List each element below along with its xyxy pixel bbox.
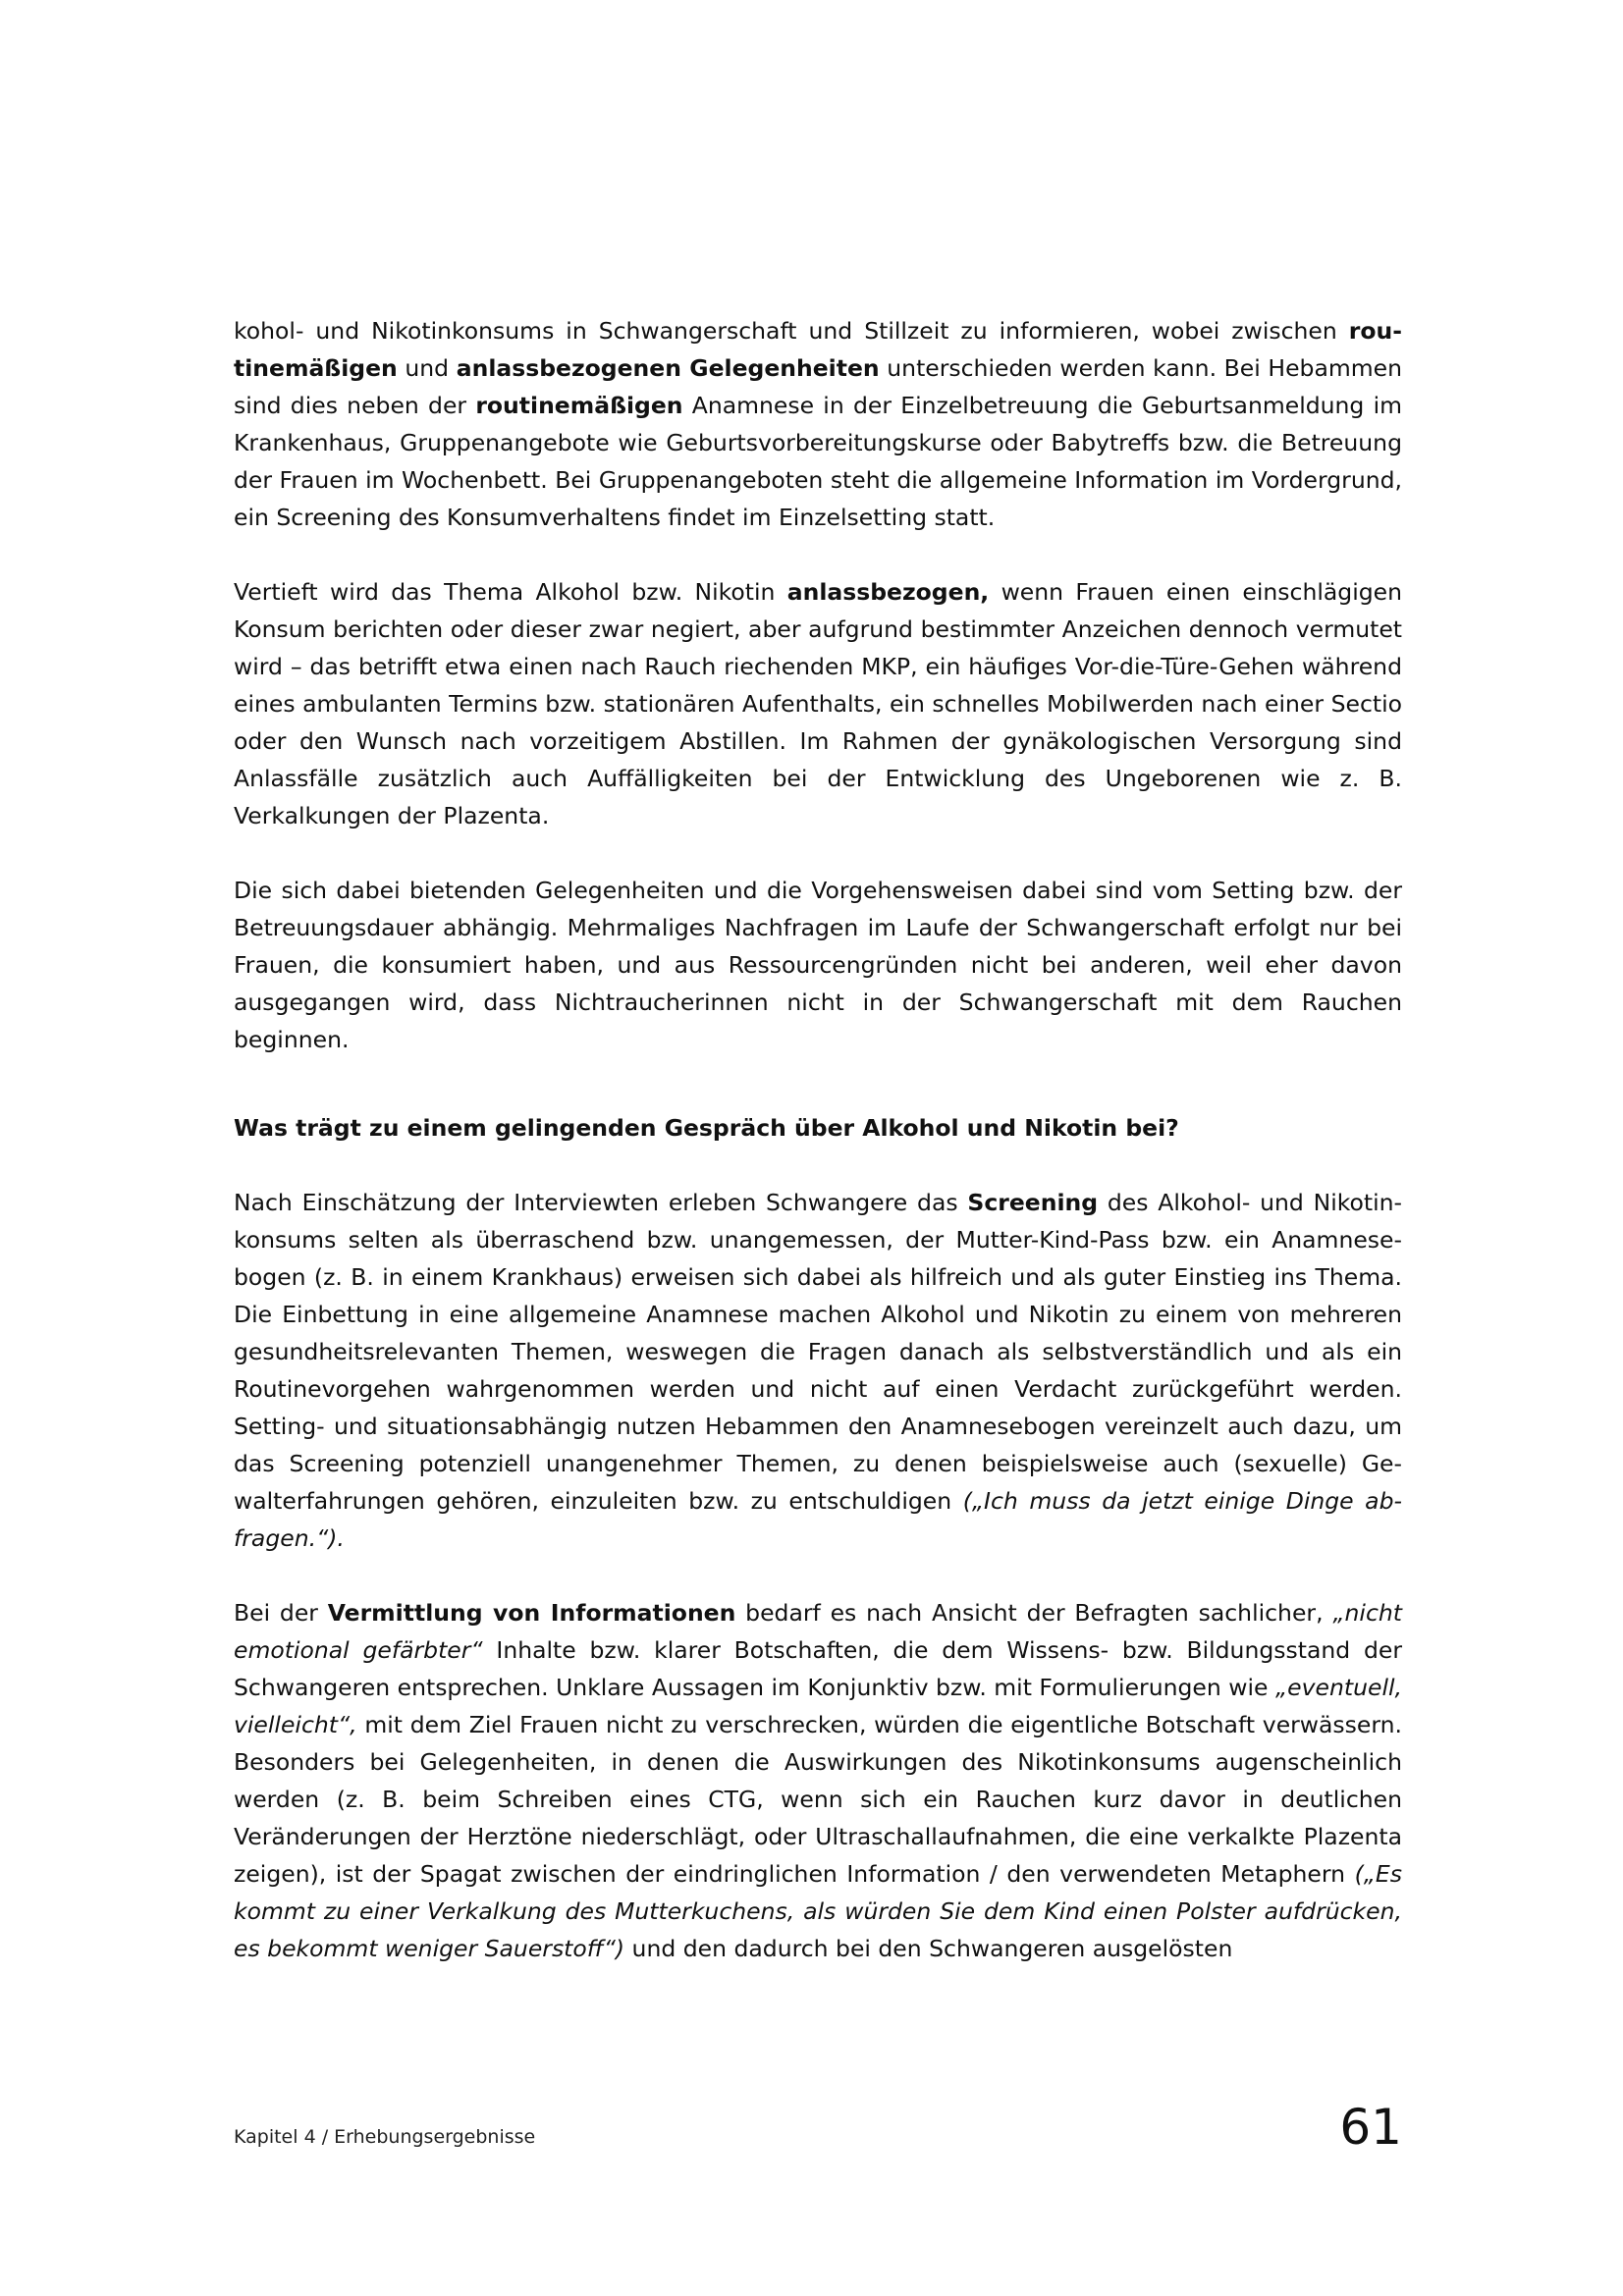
body-paragraph bbox=[234, 1184, 1402, 1557]
bold-term: Screening bbox=[967, 1189, 1099, 1216]
italic-quote: „nicht emotional gefärbter“ bbox=[234, 1599, 1402, 1664]
bold-term: Vermittlung von Informationen bbox=[327, 1599, 736, 1627]
text-run: Inhalte bzw. klarer Botschaften, die dem Wissens- bzw. Bildungsstand der Schwangeren entsprechen. Unklare Aussagen im Konjunktiv bzw. mit Formulierungen wie bbox=[234, 1636, 1403, 1701]
page-number: 61 bbox=[1339, 2099, 1402, 2156]
text-run: Bei der bbox=[234, 1599, 328, 1627]
text-run: unterschieden werden kann. Bei Hebammen sind dies neben der bbox=[234, 354, 1402, 419]
text-run: kohol- und Nikotinkonsums in Schwangerschaft und Stillzeit zu informieren, wobei zwischen bbox=[234, 317, 1349, 345]
text-run: mit dem Ziel Frauen nicht zu verschrecken, würden die eigentliche Botschaft verwässern. Besonders bei Gelegenheiten, in denen die Auswirkungen des Nikotinkonsums augenscheinlich werden (z. B. beim Schreiben eines CTG, wenn sich ein Rauchen kurz davor in deutlichen Veränderungen der Herztöne niederschlägt, oder Ultraschallaufnahmen, die eine verkalkte Plazenta zeigen), ist der Spagat zwischen der eindringlichen Information / den verwendeten Metaphern bbox=[234, 1711, 1402, 1888]
section-heading: Was trägt zu einem gelingenden Gespräch über Alkohol und Nikotin bei? bbox=[234, 1114, 1179, 1142]
page-body bbox=[234, 312, 1402, 2004]
text-run: des Alkohol- und Nikotinkonsums selten als überraschend bzw. unangemessen, der Mutter-Kind-Pass bzw. ein Anamnesebogen (z. B. in einem Krankhaus) erweisen sich dabei als hilfreich und als guter Einstieg ins Thema. Die Einbettung in eine allgemeine Anamnese machen Alkohol und Nikotin zu einem von mehreren gesundheitsrelevanten Themen, weswegen die Fragen danach als selbstverständlich und als ein Routinevorgehen wahrgenommen werden und nicht auf einen Verdacht zurückgeführt werden. Setting- und situationsabhängig nutzen Hebammen den Anamnesebogen vereinzelt auch dazu, um das Screening potenziell unangenehmer Themen, zu denen beispielsweise auch (sexuelle) Gewalterfahrungen gehören, einzuleiten bzw. zu entschuldigen bbox=[234, 1189, 1403, 1515]
body-paragraph bbox=[234, 872, 1402, 1058]
italic-quote: („Es kommt zu einer Verkalkung des Mutterkuchens, als würden Sie dem Kind einen Polster aufdrücken, es bekommt weniger Sauerstoff“) bbox=[234, 1860, 1402, 1962]
bold-term: routinemäßigen bbox=[475, 392, 683, 419]
italic-quote: („Ich muss da jetzt einige Dinge abfragen.“). bbox=[234, 1487, 1402, 1552]
text-run: wenn Frauen einen einschlägigen Konsum berichten oder dieser zwar negiert, aber aufgrund bestimmter Anzeichen dennoch vermutet wird – das betrifft etwa einen nach Rauch riechenden MKP, ein häufiges Vor-die-Türe-Gehen während eines ambulanten Termins bzw. stationären Aufenthalts, ein schnelles Mobilwerden nach einer Sectio oder den Wunsch nach vorzeitigem Abstillen. Im Rahmen der gynäkologischen Versorgung sind Anlassfälle zusätzlich auch Auffälligkeiten bei der Entwicklung des Ungeborenen wie z. B. Verkalkungen der Plazenta. bbox=[234, 578, 1402, 829]
bold-term: anlassbezogen, bbox=[786, 578, 990, 606]
italic-quote: „eventuell, vielleicht“, bbox=[234, 1674, 1402, 1738]
text-run: Anamnese in der Einzelbetreuung die Geburtsanmeldung im Krankenhaus, Gruppenangebote wie Geburtsvorbereitungskurse oder Babytreffs bzw. die Betreuung der Frauen im Wochenbett. Bei Gruppenangeboten steht die allgemeine Information im Vordergrund, ein Screening des Konsumverhaltens findet im Einzelsetting statt. bbox=[234, 392, 1403, 531]
text-run: Vertieft wird das Thema Alkohol bzw. Nikotin bbox=[234, 578, 787, 606]
bold-term: routinemäßigen bbox=[234, 317, 1402, 382]
text-run: und bbox=[397, 354, 457, 382]
text-run: Die sich dabei bietenden Gelegenheiten und die Vorgehensweisen dabei sind vom Setting bzw. der Betreuungsdauer abhängig. Mehrmaliges Nachfragen im Laufe der Schwangerschaft erfolgt nur bei Frauen, die konsumiert haben, und aus Ressourcengründen nicht bei anderen, weil eher davon ausgegangen wird, dass Nichtraucherinnen nicht in der Schwangerschaft mit dem Rauchen beginnen. bbox=[234, 877, 1402, 1053]
text-run: bedarf es nach Ansicht der Befragten sachlicher, bbox=[735, 1599, 1333, 1627]
text-run: und den dadurch bei den Schwangeren ausgelösten bbox=[624, 1935, 1233, 1962]
text-run: Nach Einschätzung der Interviewten erleben Schwangere das bbox=[234, 1189, 968, 1216]
bold-term: anlassbezogenen Gelegenheiten bbox=[456, 354, 880, 382]
body-paragraph bbox=[234, 312, 1402, 536]
body-paragraph bbox=[234, 1594, 1402, 1967]
body-paragraph bbox=[234, 573, 1402, 834]
footer-chapter-label: Kapitel 4 / Erhebungsergebnisse bbox=[234, 2126, 536, 2148]
